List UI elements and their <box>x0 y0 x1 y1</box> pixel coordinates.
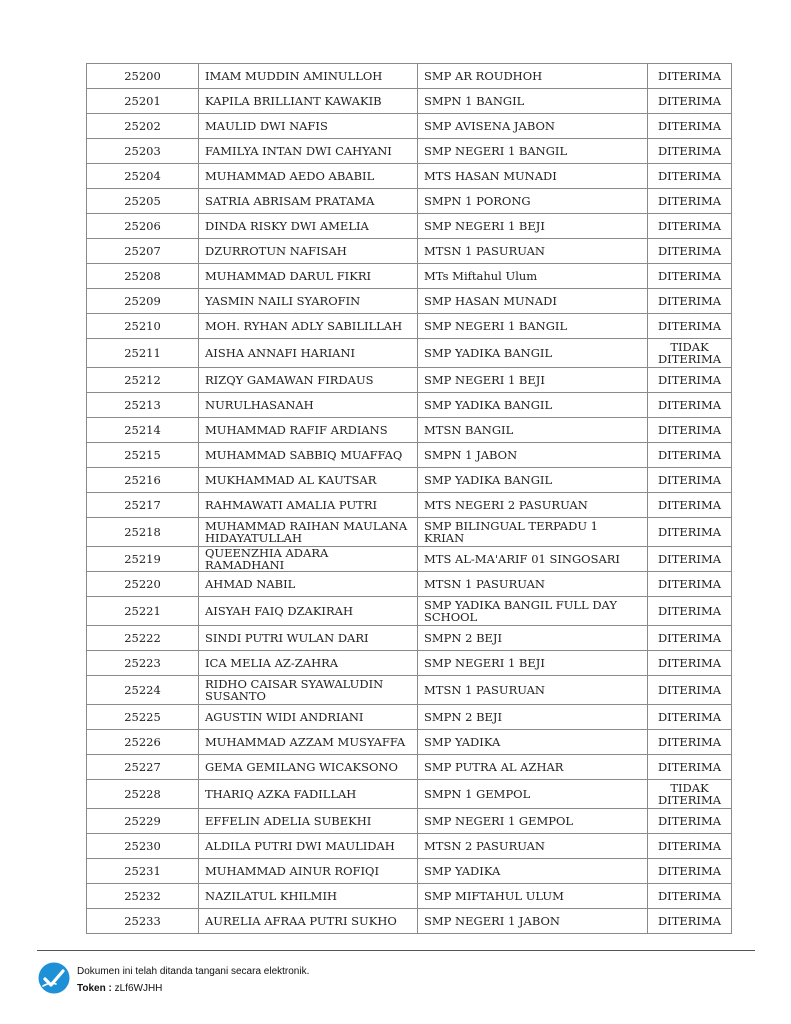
cell-status: DITERIMA <box>648 730 732 755</box>
cell-school: SMP YADIKA <box>418 859 648 884</box>
cell-status: DITERIMA <box>648 755 732 780</box>
cell-name: NURULHASANAH <box>199 393 418 418</box>
cell-number: 25200 <box>87 64 199 89</box>
table-row <box>87 859 732 884</box>
cell-name: IMAM MUDDIN AMINULLOH <box>199 64 418 89</box>
cell-name: MUKHAMMAD AL KAUTSAR <box>199 468 418 493</box>
cell-status: DITERIMA <box>648 443 732 468</box>
cell-status: TIDAK DITERIMA <box>648 339 732 368</box>
cell-status: DITERIMA <box>648 834 732 859</box>
cell-number: 25224 <box>87 676 199 705</box>
cell-status: DITERIMA <box>648 909 732 934</box>
cell-number: 25227 <box>87 755 199 780</box>
cell-school: SMP AVISENA JABON <box>418 114 648 139</box>
cell-number: 25221 <box>87 597 199 626</box>
cell-status: DITERIMA <box>648 809 732 834</box>
cell-school: SMP NEGERI 1 JABON <box>418 909 648 934</box>
token-line <box>77 980 309 997</box>
table-row <box>87 809 732 834</box>
cell-name: DINDA RISKY DWI AMELIA <box>199 214 418 239</box>
signed-text: Dokumen ini telah ditanda tangani secara elektronik. <box>77 966 310 977</box>
table-row <box>87 834 732 859</box>
cell-status: DITERIMA <box>648 89 732 114</box>
cell-number: 25233 <box>87 909 199 934</box>
cell-name: DZURROTUN NAFISAH <box>199 239 418 264</box>
cell-status: DITERIMA <box>648 393 732 418</box>
cell-number: 25207 <box>87 239 199 264</box>
cell-name: MUHAMMAD RAIHAN MAULANA HIDAYATULLAH <box>199 518 418 547</box>
cell-school: MTS NEGERI 2 PASURUAN <box>418 493 648 518</box>
cell-status: DITERIMA <box>648 859 732 884</box>
cell-status: DITERIMA <box>648 518 732 547</box>
table-row <box>87 626 732 651</box>
table-row <box>87 89 732 114</box>
table-row <box>87 493 732 518</box>
cell-school: SMPN 1 BANGIL <box>418 89 648 114</box>
cell-school: MTS AL-MA'ARIF 01 SINGOSARI <box>418 547 648 572</box>
cell-number: 25206 <box>87 214 199 239</box>
table-row <box>87 909 732 934</box>
cell-number: 25202 <box>87 114 199 139</box>
cell-name: NAZILATUL KHILMIH <box>199 884 418 909</box>
cell-number: 25230 <box>87 834 199 859</box>
cell-name: YASMIN NAILI SYAROFIN <box>199 289 418 314</box>
cell-name: AURELIA AFRAA PUTRI SUKHO <box>199 909 418 934</box>
cell-status: DITERIMA <box>648 289 732 314</box>
cell-school: SMP HASAN MUNADI <box>418 289 648 314</box>
cell-name: ICA MELIA AZ-ZAHRA <box>199 651 418 676</box>
signature-note <box>77 963 309 997</box>
cell-number: 25228 <box>87 780 199 809</box>
footer-divider <box>37 950 755 951</box>
cell-status: DITERIMA <box>648 597 732 626</box>
cell-number: 25222 <box>87 626 199 651</box>
cell-school: SMP NEGERI 1 BEJI <box>418 214 648 239</box>
cell-school: SMP BILINGUAL TERPADU 1 KRIAN <box>418 518 648 547</box>
cell-school: SMP MIFTAHUL ULUM <box>418 884 648 909</box>
cell-name: EFFELIN ADELIA SUBEKHI <box>199 809 418 834</box>
cell-status: DITERIMA <box>648 164 732 189</box>
cell-number: 25209 <box>87 289 199 314</box>
cell-name: AISYAH FAIQ DZAKIRAH <box>199 597 418 626</box>
cell-number: 25217 <box>87 493 199 518</box>
cell-number: 25214 <box>87 418 199 443</box>
cell-name: MOH. RYHAN ADLY SABILILLAH <box>199 314 418 339</box>
table-row <box>87 393 732 418</box>
cell-name: MUHAMMAD RAFIF ARDIANS <box>199 418 418 443</box>
cell-number: 25210 <box>87 314 199 339</box>
table-row <box>87 114 732 139</box>
cell-number: 25213 <box>87 393 199 418</box>
cell-school: SMP NEGERI 1 BANGIL <box>418 139 648 164</box>
table-row <box>87 339 732 368</box>
esign-check-icon <box>38 962 70 994</box>
table-row <box>87 597 732 626</box>
cell-school: SMP PUTRA AL AZHAR <box>418 755 648 780</box>
cell-school: SMP YADIKA BANGIL <box>418 468 648 493</box>
table-row <box>87 443 732 468</box>
cell-school: MTSN 1 PASURUAN <box>418 239 648 264</box>
cell-school: MTS HASAN MUNADI <box>418 164 648 189</box>
cell-number: 25225 <box>87 705 199 730</box>
cell-school: SMP NEGERI 1 BEJI <box>418 368 648 393</box>
cell-status: DITERIMA <box>648 626 732 651</box>
cell-number: 25211 <box>87 339 199 368</box>
cell-number: 25226 <box>87 730 199 755</box>
cell-name: RIDHO CAISAR SYAWALUDIN SUSANTO <box>199 676 418 705</box>
cell-school: MTSN 1 PASURUAN <box>418 676 648 705</box>
cell-status: DITERIMA <box>648 114 732 139</box>
cell-school: SMPN 2 BEJI <box>418 626 648 651</box>
table-row <box>87 139 732 164</box>
table-row <box>87 164 732 189</box>
cell-number: 25232 <box>87 884 199 909</box>
cell-number: 25212 <box>87 368 199 393</box>
cell-school: SMP NEGERI 1 GEMPOL <box>418 809 648 834</box>
cell-name: MUHAMMAD AZZAM MUSYAFFA <box>199 730 418 755</box>
cell-status: DITERIMA <box>648 139 732 164</box>
table-row <box>87 730 732 755</box>
cell-number: 25218 <box>87 518 199 547</box>
cell-school: SMP AR ROUDHOH <box>418 64 648 89</box>
cell-school: SMP YADIKA BANGIL <box>418 393 648 418</box>
cell-status: DITERIMA <box>648 239 732 264</box>
table-row <box>87 239 732 264</box>
cell-name: AHMAD NABIL <box>199 572 418 597</box>
table-row <box>87 651 732 676</box>
table-row <box>87 572 732 597</box>
cell-status: DITERIMA <box>648 418 732 443</box>
cell-status: DITERIMA <box>648 493 732 518</box>
table-row <box>87 314 732 339</box>
table-row <box>87 705 732 730</box>
cell-name: MUHAMMAD DARUL FIKRI <box>199 264 418 289</box>
cell-name: RIZQY GAMAWAN FIRDAUS <box>199 368 418 393</box>
cell-status: DITERIMA <box>648 189 732 214</box>
cell-number: 25220 <box>87 572 199 597</box>
cell-status: TIDAK DITERIMA <box>648 780 732 809</box>
table-row <box>87 755 732 780</box>
cell-school: SMP NEGERI 1 BANGIL <box>418 314 648 339</box>
table-row <box>87 547 732 572</box>
cell-status: DITERIMA <box>648 705 732 730</box>
cell-status: DITERIMA <box>648 547 732 572</box>
token-label: Token : <box>77 983 112 994</box>
table-row <box>87 780 732 809</box>
cell-status: DITERIMA <box>648 651 732 676</box>
cell-number: 25204 <box>87 164 199 189</box>
table-row <box>87 518 732 547</box>
cell-status: DITERIMA <box>648 214 732 239</box>
cell-school: SMP YADIKA <box>418 730 648 755</box>
cell-name: QUEENZHIA ADARA RAMADHANI <box>199 547 418 572</box>
cell-status: DITERIMA <box>648 368 732 393</box>
cell-school: MTs Miftahul Ulum <box>418 264 648 289</box>
cell-school: SMP YADIKA BANGIL <box>418 339 648 368</box>
cell-status: DITERIMA <box>648 676 732 705</box>
cell-school: SMPN 2 BEJI <box>418 705 648 730</box>
cell-number: 25223 <box>87 651 199 676</box>
cell-school: MTSN 1 PASURUAN <box>418 572 648 597</box>
cell-name: MAULID DWI NAFIS <box>199 114 418 139</box>
cell-number: 25201 <box>87 89 199 114</box>
cell-number: 25205 <box>87 189 199 214</box>
cell-number: 25203 <box>87 139 199 164</box>
cell-name: SATRIA ABRISAM PRATAMA <box>199 189 418 214</box>
cell-status: DITERIMA <box>648 264 732 289</box>
cell-name: MUHAMMAD AEDO ABABIL <box>199 164 418 189</box>
cell-name: THARIQ AZKA FADILLAH <box>199 780 418 809</box>
cell-status: DITERIMA <box>648 572 732 597</box>
table-row <box>87 64 732 89</box>
cell-number: 25216 <box>87 468 199 493</box>
table-row <box>87 264 732 289</box>
table-row <box>87 189 732 214</box>
cell-school: MTSN BANGIL <box>418 418 648 443</box>
cell-school: MTSN 2 PASURUAN <box>418 834 648 859</box>
cell-number: 25229 <box>87 809 199 834</box>
cell-name: SINDI PUTRI WULAN DARI <box>199 626 418 651</box>
cell-number: 25219 <box>87 547 199 572</box>
cell-name: KAPILA BRILLIANT KAWAKIB <box>199 89 418 114</box>
cell-number: 25208 <box>87 264 199 289</box>
cell-name: ALDILA PUTRI DWI MAULIDAH <box>199 834 418 859</box>
cell-name: AISHA ANNAFI HARIANI <box>199 339 418 368</box>
cell-number: 25215 <box>87 443 199 468</box>
cell-name: FAMILYA INTAN DWI CAHYANI <box>199 139 418 164</box>
cell-name: MUHAMMAD SABBIQ MUAFFAQ <box>199 443 418 468</box>
table-row <box>87 418 732 443</box>
cell-status: DITERIMA <box>648 314 732 339</box>
results-table-body <box>87 64 732 934</box>
table-row <box>87 676 732 705</box>
cell-school: SMP NEGERI 1 BEJI <box>418 651 648 676</box>
cell-name: AGUSTIN WIDI ANDRIANI <box>199 705 418 730</box>
cell-status: DITERIMA <box>648 884 732 909</box>
cell-status: DITERIMA <box>648 468 732 493</box>
token-value: zLf6WJHH <box>114 983 163 994</box>
table-row <box>87 214 732 239</box>
table-row <box>87 884 732 909</box>
table-row <box>87 468 732 493</box>
cell-school: SMPN 1 GEMPOL <box>418 780 648 809</box>
cell-name: GEMA GEMILANG WICAKSONO <box>199 755 418 780</box>
cell-school: SMPN 1 JABON <box>418 443 648 468</box>
cell-name: MUHAMMAD AINUR ROFIQI <box>199 859 418 884</box>
table-row <box>87 289 732 314</box>
cell-school: SMP YADIKA BANGIL FULL DAY SCHOOL <box>418 597 648 626</box>
cell-number: 25231 <box>87 859 199 884</box>
results-table <box>86 63 732 934</box>
cell-school: SMPN 1 PORONG <box>418 189 648 214</box>
cell-status: DITERIMA <box>648 64 732 89</box>
cell-name: RAHMAWATI AMALIA PUTRI <box>199 493 418 518</box>
table-row <box>87 368 732 393</box>
